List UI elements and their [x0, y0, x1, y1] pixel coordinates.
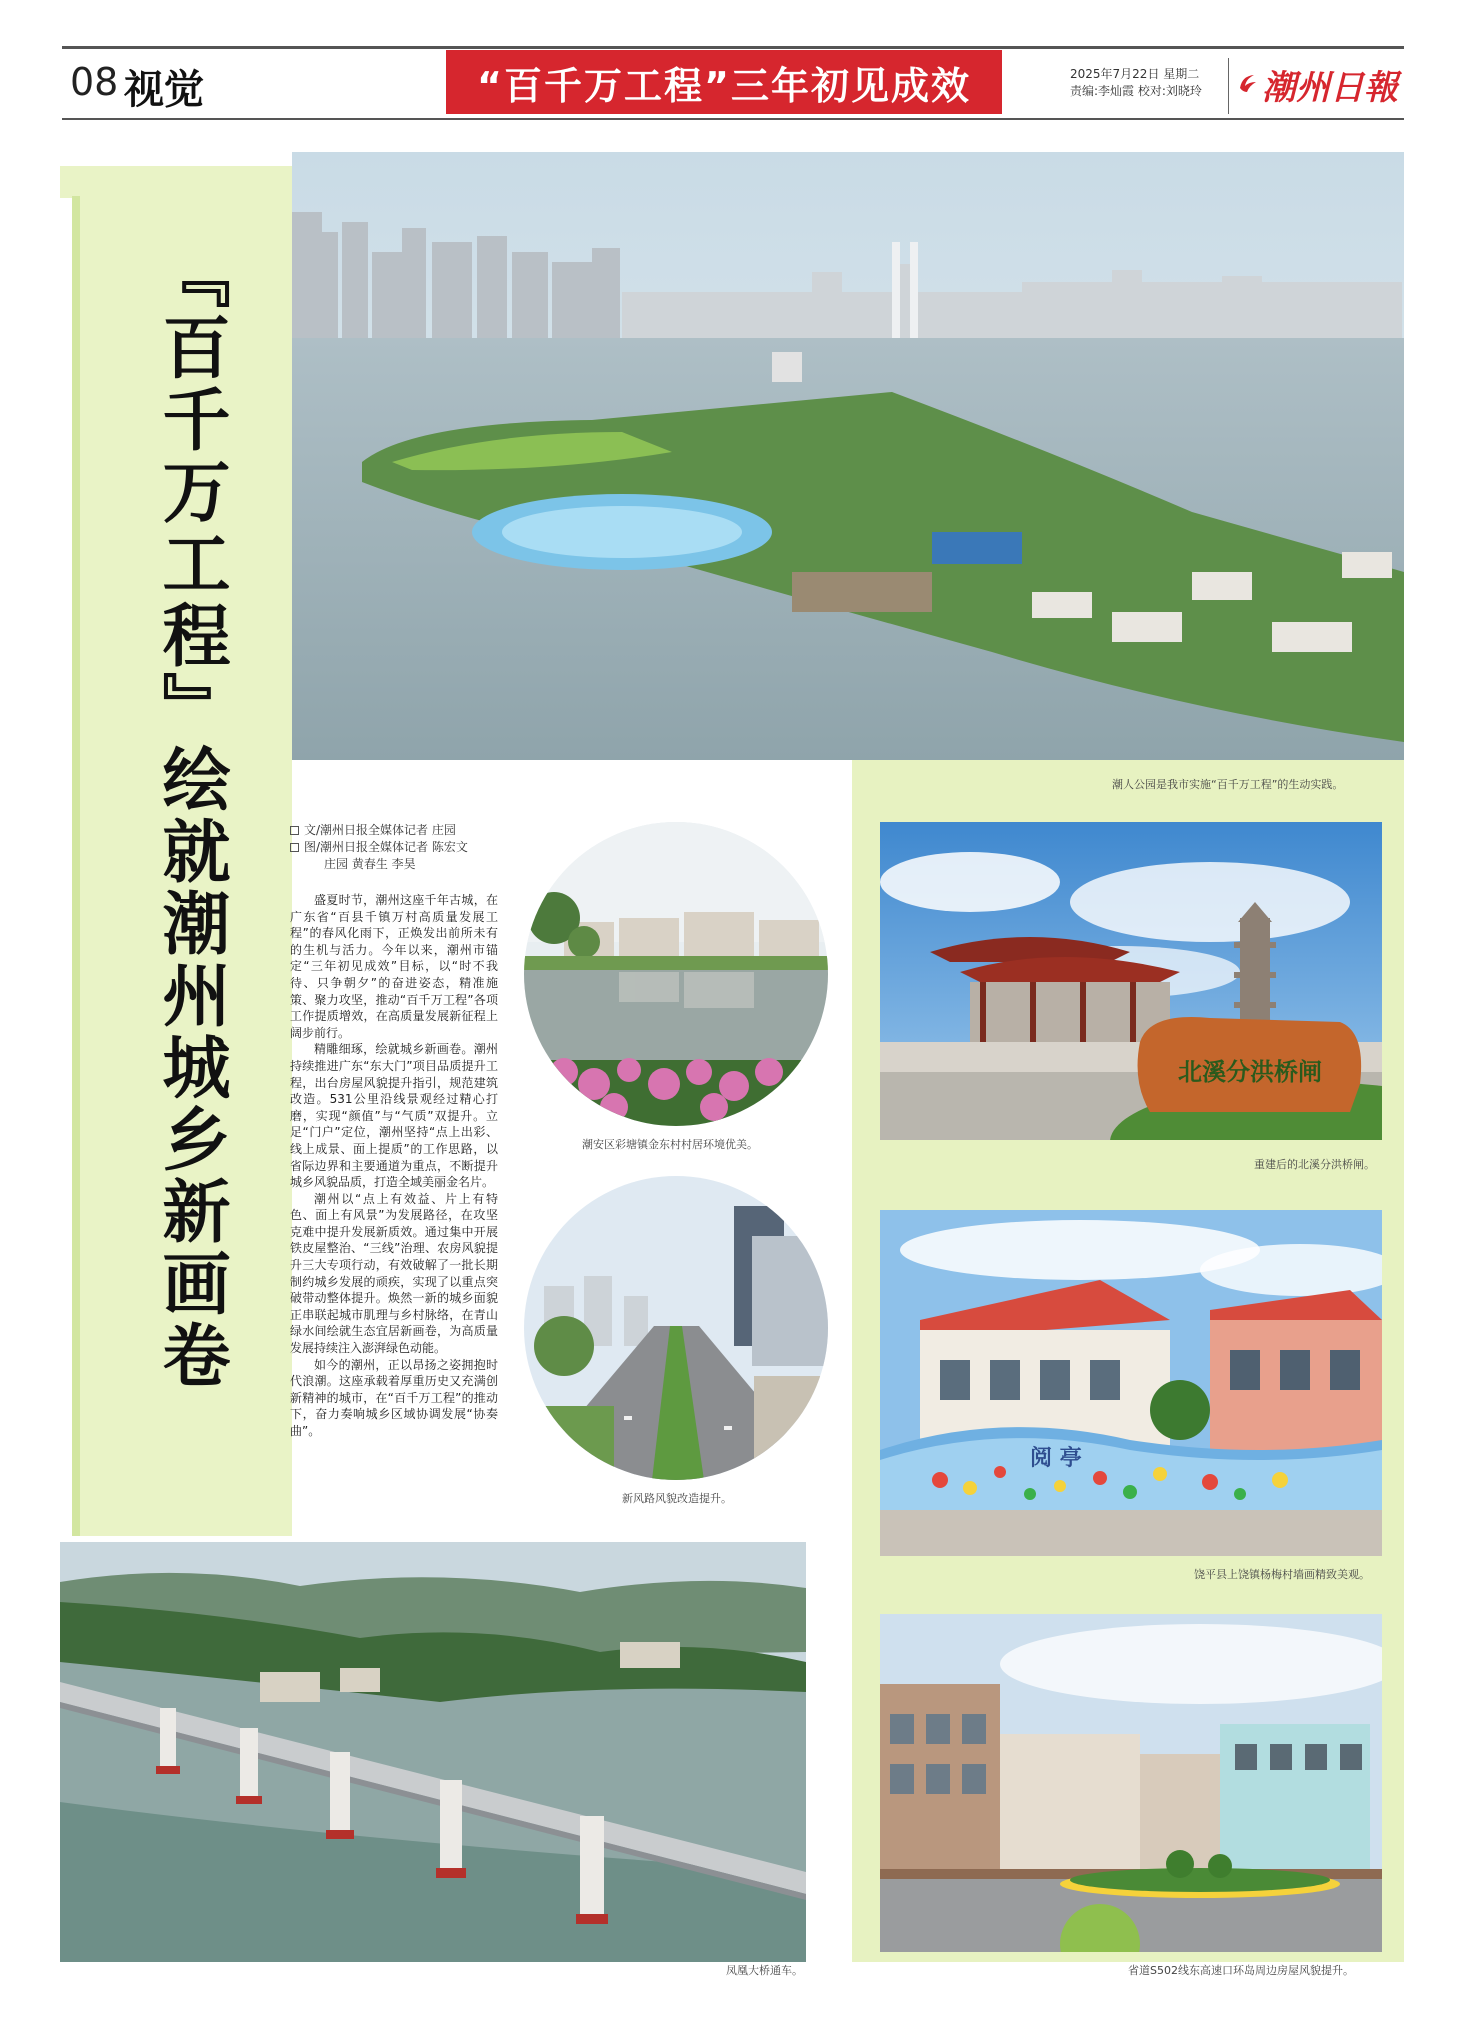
main-photo-chaoren-park: [292, 152, 1404, 760]
photo-village-mural: [880, 1210, 1382, 1556]
photo-roundabout-street: [880, 1614, 1382, 1952]
photo-credit-names: 庄园 黄春生 李昊: [324, 857, 416, 871]
article-paragraph: 如今的潮州，正以昂扬之姿拥抱时代浪潮。这座承载着厚重历史又充满创新精神的城市，在“百千万工程”的推动下，奋力奏响城乡区域协调发展“协奏曲”。: [290, 1357, 498, 1438]
bullet-box-icon: [290, 843, 299, 852]
caption-main: 潮人公园是我市实施“百千万工程”的生动实践。: [1112, 778, 1344, 791]
header-bottom-rule: [62, 118, 1404, 120]
article-body: [290, 892, 498, 1440]
caption-beixi-sluice: 重建后的北溪分洪桥闸。: [1254, 1158, 1375, 1171]
byline: [290, 822, 468, 873]
section-name: 视觉: [124, 67, 204, 113]
title-panel-tab: [60, 166, 292, 198]
photo-fenghuang-bridge: [60, 1542, 806, 1962]
bullet-box-icon: [290, 826, 299, 835]
caption-roundabout-street: 省道S502线东高速口环岛周边房屋风貌提升。: [1128, 1964, 1354, 1977]
mural-lettering: 阅 亭: [1030, 1445, 1082, 1471]
header-top-rule: [62, 46, 1404, 49]
circle-photo-village-pond: [524, 822, 828, 1126]
header-separator: [1228, 58, 1229, 114]
topic-banner: “百千万工程”三年初见成效: [446, 50, 1002, 114]
issue-meta: [1070, 66, 1202, 100]
circle-photo-xinfeng-road: [524, 1176, 828, 1480]
page-number: 08: [70, 60, 119, 104]
photo-credit: 图/潮州日报全媒体记者 陈宏文: [304, 840, 468, 854]
article-paragraph: 精雕细琢，绘就城乡新画卷。潮州持续推进广东“东大门”项目品质提升工程，出台房屋风貌提升指引，规范建筑改造。531公里沿线景观经过精心打磨，实现“颜值”与“气质”双提升。立足“门户”定位，潮州坚持“点上出彩、线上成景、面上提质”的工作思路，以省际边界和主要通道为重点，不断提升城乡风貌品质，打造全域美丽金名片。: [290, 1042, 498, 1190]
caption-village-mural: 饶平县上饶镇杨梅村墙画精致美观。: [1194, 1568, 1370, 1581]
caption-fenghuang-bridge: 凤凰大桥通车。: [726, 1964, 803, 1977]
article-paragraph: 潮州以“点上有效益、片上有特色、面上有风景”为发展路径，在攻坚克难中提升发展新质效。通过集中开展铁皮屋整治、“三线”治理、农房风貌提升三大专项行动，有效破解了一批长期制约城乡发展的顽疾，实现了以重点突破带动整体提升。焕然一新的城乡面貌正串联起城市肌理与乡村脉络，在青山绿水间绘就生态宜居新画卷，为高质量发展持续注入澎湃绿色动能。: [290, 1191, 498, 1356]
writer-credit: 文/潮州日报全媒体记者 庄园: [304, 823, 456, 837]
article-title: 『百千万工程』绘就潮州城乡新画卷: [151, 240, 231, 1392]
newspaper-masthead: 潮州日報: [1262, 68, 1398, 108]
caption-circle-2: 新风路风貌改造提升。: [622, 1492, 732, 1505]
photo-beixi-sluice: [880, 822, 1382, 1140]
title-panel-edge: [72, 196, 80, 1536]
editor-line: 责编:李灿霞 校对:刘晓玲: [1070, 84, 1202, 98]
date-line: 2025年7月22日 星期二: [1070, 67, 1200, 81]
stone-inscription: 北溪分洪桥闸: [1178, 1057, 1322, 1086]
masthead-logo-icon: [1236, 70, 1262, 96]
caption-circle-1: 潮安区彩塘镇金东村村居环境优美。: [582, 1138, 758, 1151]
article-paragraph: 盛夏时节，潮州这座千年古城，在广东省“百县千镇万村高质量发展工程”的春风化雨下，正焕发出前所未有的生机与活力。今年以来，潮州市锚定“三年初见成效”目标，以“时不我待、只争朝夕”的奋进姿态，精准施策、聚力攻坚，推动“百千万工程”各项工作提质增效，在高质量发展新征程上阔步前行。: [290, 893, 498, 1040]
